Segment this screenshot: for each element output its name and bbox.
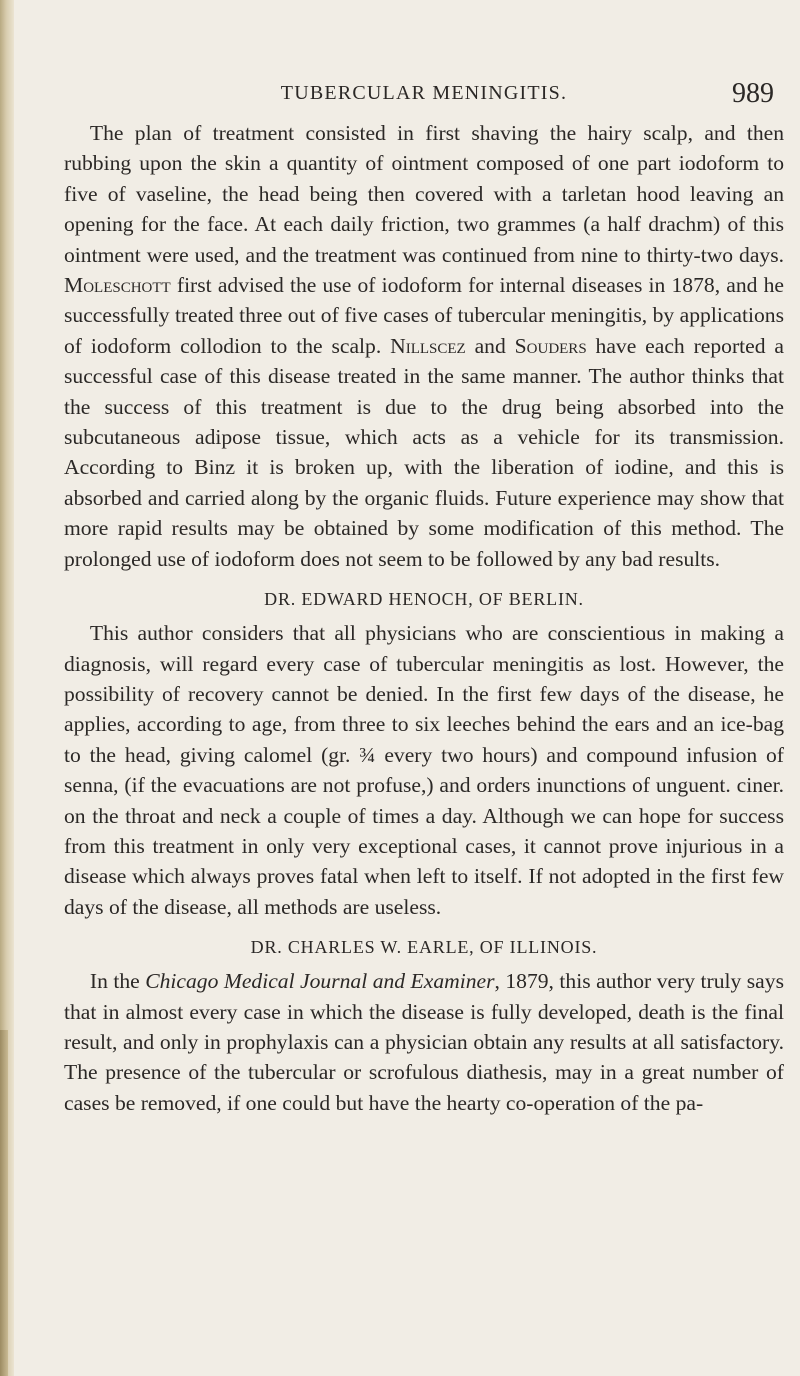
paragraph-text: In the [89, 969, 146, 994]
paragraph-text: and [465, 333, 515, 358]
book-edge-stain [0, 1030, 8, 1376]
paragraph-text: have each reported a successful case of this disease treated in the same manner. The author thinks that the success of this treatment is due to the drug being absorbed into the subcutaneous adipose tissue, which acts as a vehicle for its transmission. According to Binz it is broken up, with the liberation of iodine, and this is absorbed and carried along by the organic fluids. Future experience may show that more rapid results may be obtained by some modification of this method. The prolonged use of iodoform does not seem to be followed by any bad results. [64, 333, 784, 571]
paragraph-iodoform-treatment [64, 118, 784, 574]
paragraph-earle [64, 966, 784, 1118]
running-head [64, 78, 784, 110]
author-name-souders: Souders [514, 333, 587, 358]
journal-title: Chicago Medical Journal and Examiner [145, 969, 495, 994]
paragraph-henoch [64, 618, 784, 922]
paragraph-text: This author considers that all physicians who are conscientious in making a diagnosis, will regard every case of tubercular meningitis as lost. However, the possibility of recovery cannot be denied. In the first few days of the disease, he applies, according to age, from three to six leeches behind the ears and an ice-bag to the head, giving calomel (gr. ¾ every two hours) and compound infusion of senna, (if the evacuations are not profuse,) and orders inunctions of unguent. ciner. on the throat and neck a couple of times a day. Although we can hope for success from this treatment in only very exceptional cases, it cannot prove injurious in a disease which always proves fatal when left to itself. If not adopted in the first few days of the disease, all methods are useless. [64, 621, 784, 919]
paragraph-text: The plan of treatment consisted in first shaving the hairy scalp, and then rubbing upon the skin a quantity of ointment composed of one part iodoform to five of vaseline, the head being then covered with a tarletan hood leaving an opening for the face. At each daily friction, two grammes (a half drachm) of this ointment were used, and the treatment was continued from nine to thirty-two days. [64, 121, 784, 267]
author-name-moleschott: Moleschott [64, 273, 171, 298]
body-text [64, 118, 784, 1118]
section-heading-earle: DR. CHARLES W. EARLE, OF ILLINOIS. [250, 937, 598, 958]
page-number: 989 [732, 78, 774, 109]
section-heading-henoch: DR. EDWARD HENOCH, OF BERLIN. [264, 589, 584, 610]
running-title: TUBERCULAR MENINGITIS. [280, 82, 568, 104]
paragraph-text: , 1879, this author very truly says that in almost every case in which the disease is fully developed, death is the final result, and only in prophylaxis can a physician obtain any results at all satisfactory. The presence of the tubercular or scrofulous diathesis, may in a great number of cases be removed, if one could but have the hearty co-operation of the pa- [64, 969, 784, 1115]
paragraph-text: first advised the use of iodoform for internal diseases in 1878, and he successfully treated three out of five cases of tubercular meningitis, by applications of iodoform collodion to the scalp. [64, 273, 784, 358]
author-name-nillscez: Nillscez [390, 333, 466, 358]
